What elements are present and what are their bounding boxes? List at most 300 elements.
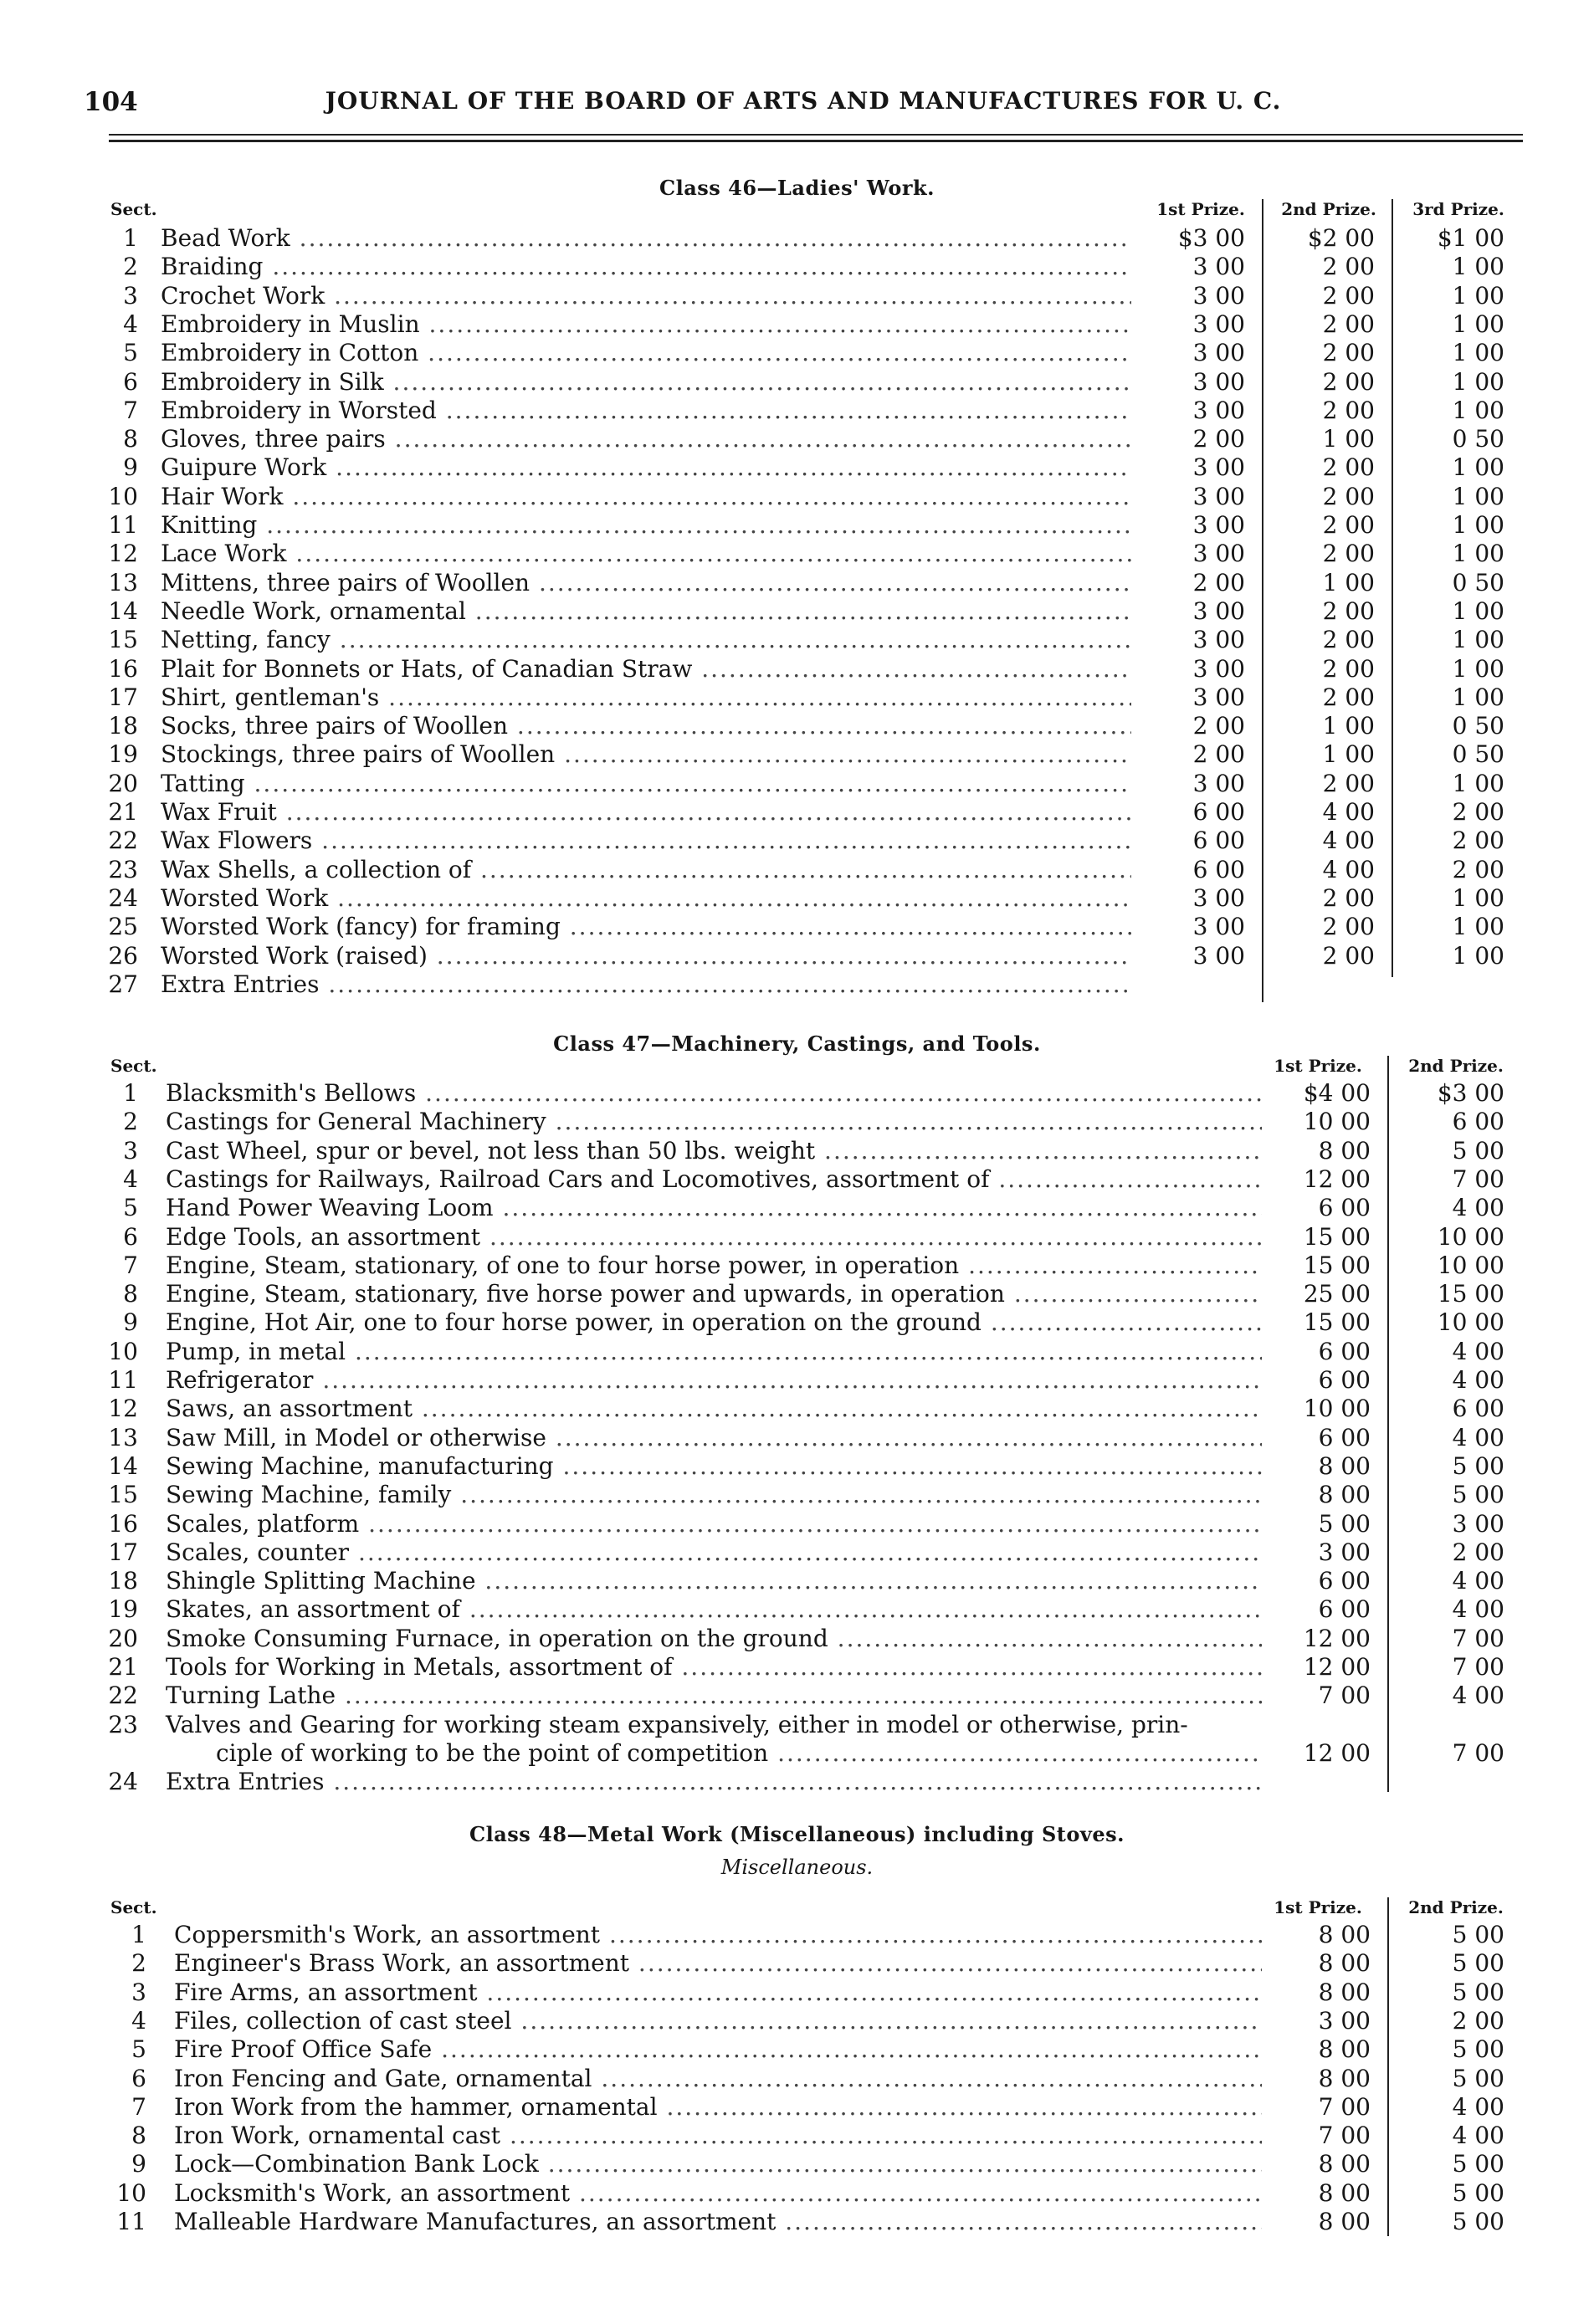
prize-value: 25 00 [1303,1280,1371,1308]
prize-value: 15 00 [1303,1308,1371,1337]
item-label-text: Smoke Consuming Furnace, in operation on the ground [166,1624,828,1652]
item-label [161,798,1131,827]
item-label-text: Wax Fruit [161,798,277,826]
table-row [0,1682,1594,1710]
item-label-text: Fire Arms, an assortment [174,1978,478,2006]
item-label-text: Worsted Work [161,883,329,912]
prize-value: 1 00 [1322,425,1375,453]
prize-value: 2 00 [1322,396,1375,424]
section-number: 7 [123,1251,138,1279]
item-label [174,2007,1262,2035]
prize-value: 2 00 [1322,453,1375,482]
item-label-text: Files, collection of cast steel [174,2006,512,2035]
item-label [166,1079,1262,1108]
prize-value: 5 00 [1452,2035,1504,2064]
prize-value: 6 00 [1452,1108,1504,1136]
prize-value: 0 50 [1452,712,1504,740]
table-row [0,856,1594,884]
class46-col3-head: 3rd Prize. [1412,199,1504,219]
prize-value: 7 00 [1318,2092,1371,2121]
table-row [0,1165,1594,1194]
item-label-text: Malleable Hardware Manufactures, an assortment [174,2208,776,2235]
prize-value: 3 00 [1192,540,1245,568]
prize-value: 5 00 [1452,2064,1504,2092]
prize-value: 6 00 [1192,827,1245,855]
item-label-text: Iron Fencing and Gate, ornamental [174,2064,592,2092]
prize-value: 7 00 [1452,1165,1504,1193]
section-number: 3 [123,281,138,310]
item-label [161,712,1131,740]
item-label [166,1194,1262,1222]
table-row [0,942,1594,970]
table-row [0,970,1594,999]
prize-value: 1 00 [1452,769,1504,797]
prize-value: 6 00 [1318,1366,1371,1394]
prize-value: 8 00 [1318,1481,1371,1509]
prize-value: 3 00 [1192,883,1245,912]
table-row [0,798,1594,827]
section-number: 5 [123,1194,138,1222]
section-number: 22 [108,827,138,855]
running-title: JOURNAL OF THE BOARD OF ARTS AND MANUFACTURES FOR U. C. [325,87,1282,115]
prize-value: 5 00 [1452,1451,1504,1480]
item-label-text: Saws, an assortment [166,1395,413,1423]
item-label [161,683,1131,712]
class46-col2-head: 2nd Prize. [1281,199,1376,219]
prize-value: 2 00 [1452,2006,1504,2035]
item-label [174,1921,1262,1949]
prize-value: 2 00 [1452,827,1504,855]
item-label-text: Engineer's Brass Work, an assortment [174,1949,630,1978]
prize-value: 2 00 [1322,253,1375,281]
item-label [174,1949,1262,1978]
table-row [0,626,1594,654]
section-number: 23 [108,1710,138,1738]
prize-value: 1 00 [1322,740,1375,769]
prize-value: 12 00 [1303,1165,1371,1193]
prize-value: 3 00 [1192,913,1245,941]
prize-value: 12 00 [1303,1653,1371,1681]
prize-value: 2 00 [1322,626,1375,654]
section-number: 15 [108,626,138,654]
item-label [161,856,1131,884]
section-number: 4 [131,2006,146,2035]
class47-col1-head: 1st Prize. [1274,1056,1362,1076]
item-label-text: Stockings, three pairs of Woollen [161,740,556,769]
item-label-text: Wax Shells, a collection of [161,855,472,883]
section-number: 11 [116,2208,146,2235]
prize-value: 2 00 [1322,596,1375,625]
prize-value: 7 00 [1318,2122,1371,2150]
prize-value: 2 00 [1192,712,1245,740]
table-row [0,1510,1594,1538]
prize-value: 8 00 [1318,1978,1371,2006]
section-number: 20 [108,769,138,797]
prize-value: 6 00 [1452,1395,1504,1423]
prize-value: 2 00 [1322,913,1375,941]
prize-value: 12 00 [1303,1624,1371,1652]
item-label [161,253,1131,281]
prize-value: $2 00 [1307,224,1375,252]
prize-value: 8 00 [1318,2150,1371,2178]
table-row [0,540,1594,568]
class47-col2-head: 2nd Prize. [1408,1056,1504,1076]
prize-value: 6 00 [1318,1423,1371,1451]
prize-value: 8 00 [1318,1136,1371,1165]
table-row [0,1424,1594,1452]
prize-value: 4 00 [1452,1423,1504,1451]
class48-col1-head: 1st Prize. [1274,1897,1362,1917]
table-row [0,655,1594,683]
prize-value: 1 00 [1452,913,1504,941]
prize-value: 8 00 [1318,2035,1371,2064]
item-label-text: Refrigerator [166,1366,314,1394]
item-label-text: Locksmith's Work, an assortment [174,2178,571,2207]
prize-value: 5 00 [1452,2178,1504,2207]
item-label [161,655,1131,683]
section-number: 24 [108,1768,138,1796]
table-row [0,1625,1594,1653]
table-row [0,1538,1594,1567]
item-label-text: Castings for General Machinery [166,1108,546,1136]
prize-value: $1 00 [1437,224,1504,252]
table-row [0,1567,1594,1595]
item-label [161,540,1131,568]
prize-value: 6 00 [1192,855,1245,883]
section-number: 2 [123,1108,138,1136]
section-number: 24 [108,883,138,912]
header-rule-double [109,140,1523,142]
class48-subtitle: Miscellaneous. [720,1856,874,1879]
section-number: 16 [108,654,138,683]
prize-value: 5 00 [1452,2150,1504,2178]
prize-value: 6 00 [1318,1567,1371,1595]
item-label [166,1595,1262,1624]
prize-value: 4 00 [1322,827,1375,855]
prize-value: 2 00 [1452,798,1504,826]
table-row [0,597,1594,626]
item-label [166,1510,1262,1538]
prize-value: 1 00 [1322,712,1375,740]
item-label [161,626,1131,654]
item-label-continuation-text: ciple of working to be the point of competition [216,1738,769,1767]
table-row [0,2179,1594,2208]
table-row [0,339,1594,367]
section-number: 14 [108,596,138,625]
prize-value: 6 00 [1318,1595,1371,1624]
item-label [161,913,1131,941]
item-label-text: Saw Mill, in Model or otherwise [166,1423,546,1451]
section-number: 4 [123,1165,138,1193]
prize-value: 0 50 [1452,425,1504,453]
section-number: 7 [131,2092,146,2121]
item-label-text: Gloves, three pairs [161,425,386,453]
prize-value: 10 00 [1303,1108,1371,1136]
item-label [161,770,1131,798]
prize-value: 3 00 [1192,310,1245,338]
prize-value: 5 00 [1452,2208,1504,2235]
table-row [0,1452,1594,1481]
section-number: 1 [123,1079,138,1107]
item-label [161,339,1131,367]
section-number: 3 [131,1978,146,2006]
table-row [0,1308,1594,1337]
class46-title: Class 46—Ladies' Work. [659,176,935,200]
item-label [166,1567,1262,1595]
prize-value: 5 00 [1452,1481,1504,1509]
prize-value: 3 00 [1192,482,1245,510]
prize-value: 1 00 [1452,941,1504,970]
table-row [0,397,1594,425]
item-label-text: Engine, Hot Air, one to four horse power, in operation on the ground [166,1308,982,1337]
prize-value: 1 00 [1452,654,1504,683]
section-number: 23 [108,855,138,883]
header-rule [109,134,1523,136]
section-number: 4 [123,310,138,338]
prize-value: 7 00 [1318,1682,1371,1710]
prize-value: 0 50 [1452,740,1504,769]
table-row [0,1137,1594,1165]
section-number: 25 [108,913,138,941]
prize-value: 2 00 [1322,540,1375,568]
section-number: 10 [108,1337,138,1365]
prize-value: 4 00 [1452,1567,1504,1595]
item-label [161,397,1131,425]
table-row [0,282,1594,310]
prize-value: 1 00 [1452,367,1504,396]
prize-value: 2 00 [1322,511,1375,539]
prize-value: 5 00 [1452,1978,1504,2006]
section-number: 11 [108,1366,138,1394]
item-label-text: Extra Entries [166,1768,325,1796]
item-label-text: Extra Entries [161,970,320,998]
section-number: 17 [108,683,138,711]
item-label-text: Braiding [161,253,264,281]
item-label [174,2150,1262,2178]
item-label [166,1424,1262,1452]
prize-value: 1 00 [1452,310,1504,338]
table-row-continuation [0,1739,1594,1768]
prize-value: 3 00 [1192,281,1245,310]
item-label-text: Embroidery in Muslin [161,310,420,338]
item-label [161,597,1131,626]
item-label [166,1481,1262,1509]
prize-value: 2 00 [1322,654,1375,683]
prize-value: 1 00 [1452,683,1504,711]
prize-value: 1 00 [1452,396,1504,424]
section-number: 1 [123,224,138,252]
item-label-text: Edge Tools, an assortment [166,1222,481,1251]
class46-sect-label: Sect. [110,199,157,219]
item-label-text: Turning Lathe [166,1682,336,1710]
section-number: 16 [108,1509,138,1538]
item-label-text: Mittens, three pairs of Woollen [161,568,530,596]
prize-value: 6 00 [1318,1194,1371,1222]
item-label-text: Guipure Work [161,453,327,482]
item-label-text: Fire Proof Office Safe [174,2035,433,2064]
table-row [0,569,1594,597]
table-row [0,1252,1594,1280]
item-label [174,2093,1262,2122]
prize-value: 10 00 [1303,1395,1371,1423]
section-number: 7 [123,396,138,424]
item-label-text: Tools for Working in Metals, assortment of [166,1653,673,1681]
section-number: 21 [108,798,138,826]
section-number: 5 [123,339,138,367]
prize-value: 2 00 [1452,1538,1504,1566]
prize-value: 1 00 [1452,596,1504,625]
section-number: 12 [108,1395,138,1423]
prize-value: 3 00 [1192,683,1245,711]
section-number: 20 [108,1624,138,1652]
prize-value: 1 00 [1452,281,1504,310]
table-row [0,1079,1594,1108]
prize-value: 3 00 [1318,2006,1371,2035]
table-row [0,511,1594,540]
table-row [0,740,1594,769]
prize-value: 1 00 [1452,540,1504,568]
page-header [84,87,1523,129]
table-row [0,253,1594,281]
prize-value: 8 00 [1318,2178,1371,2207]
prize-value: 5 00 [1318,1509,1371,1538]
section-number: 11 [108,511,138,539]
prize-value: $3 00 [1177,224,1245,252]
section-number: 22 [108,1682,138,1710]
item-label [161,425,1131,453]
item-label [161,569,1131,597]
prize-value: 4 00 [1452,1595,1504,1624]
table-row [0,2122,1594,2150]
prize-value: 3 00 [1192,339,1245,367]
prize-value: 1 00 [1452,339,1504,367]
item-label-text: Castings for Railways, Railroad Cars and Locomotives, assortment of [166,1165,990,1193]
prize-value: 5 00 [1452,1949,1504,1978]
prize-value: 1 00 [1452,883,1504,912]
item-label [161,970,1131,999]
section-number: 5 [131,2035,146,2064]
table-row [0,224,1594,253]
item-label [161,282,1131,310]
item-label [174,1978,1262,2007]
item-label-text: Embroidery in Silk [161,367,384,396]
prize-value: $4 00 [1303,1079,1371,1107]
table-row [0,1338,1594,1366]
prize-value: 2 00 [1192,425,1245,453]
table-row [0,2035,1594,2064]
prize-value: 10 00 [1437,1251,1504,1279]
item-label [166,1625,1262,1653]
section-number: 14 [108,1451,138,1480]
item-label-text: Lock—Combination Bank Lock [174,2150,539,2178]
prize-value: 2 00 [1322,339,1375,367]
item-label [166,1768,1262,1796]
page-number: 104 [84,87,138,117]
section-number: 8 [123,425,138,453]
section-number: 10 [108,482,138,510]
table-row [0,683,1594,712]
item-label-text: Sewing Machine, family [166,1481,452,1509]
item-label [174,2065,1262,2093]
item-label-text: Embroidery in Worsted [161,396,437,424]
item-label-text: Tatting [161,769,245,797]
prize-value: 4 00 [1452,1337,1504,1365]
item-label [166,1366,1262,1395]
prize-value: 8 00 [1318,2208,1371,2235]
item-label [166,1338,1262,1366]
prize-value: 6 00 [1318,1337,1371,1365]
class47-title: Class 47—Machinery, Castings, and Tools. [553,1031,1041,1056]
item-label-text: Pump, in metal [166,1337,346,1365]
table-row [0,2208,1594,2236]
prize-value: 2 00 [1322,941,1375,970]
item-label-text: Iron Work from the hammer, ornamental [174,2092,658,2121]
prize-value: 2 00 [1322,769,1375,797]
item-label [161,827,1131,855]
prize-value: 4 00 [1452,1682,1504,1710]
item-label [161,310,1131,339]
section-number: 2 [123,253,138,281]
item-label-text: Sewing Machine, manufacturing [166,1451,554,1480]
class48-sect-label: Sect. [110,1897,157,1917]
prize-value: 3 00 [1192,453,1245,482]
section-number: 10 [116,2178,146,2207]
table-row [0,1949,1594,1978]
section-number: 8 [123,1280,138,1308]
item-label [174,2179,1262,2208]
item-label [174,2035,1262,2064]
table-row [0,310,1594,339]
table-row [0,1280,1594,1308]
table-row [0,1223,1594,1252]
section-number: 2 [131,1949,146,1978]
section-number: 21 [108,1653,138,1681]
prize-value: 15 00 [1303,1251,1371,1279]
table-row [0,2065,1594,2093]
item-label-text: Skates, an assortment of [166,1595,460,1624]
item-label [166,1711,1262,1739]
item-label [161,453,1131,482]
prize-value: 3 00 [1192,396,1245,424]
item-label [166,1395,1262,1423]
item-label-text: Plait for Bonnets or Hats, of Canadian Straw [161,654,693,683]
item-label [161,224,1131,253]
class48-title: Class 48—Metal Work (Miscellaneous) including Stoves. [469,1822,1125,1846]
section-number: 19 [108,1595,138,1624]
item-label [161,740,1131,769]
prize-value: 3 00 [1192,253,1245,281]
section-number: 18 [108,712,138,740]
class48-col2-head: 2nd Prize. [1408,1897,1504,1917]
item-label [166,1653,1262,1682]
prize-value: 2 00 [1322,310,1375,338]
item-label [166,1682,1262,1710]
section-number: 9 [123,1308,138,1337]
item-label [166,1108,1262,1136]
prize-value: 3 00 [1192,626,1245,654]
item-label [161,368,1131,397]
table-row [0,453,1594,482]
prize-value: 7 00 [1452,1624,1504,1652]
item-label-text: Engine, Steam, stationary, five horse power and upwards, in operation [166,1280,1005,1308]
item-label-text: Coppersmith's Work, an assortment [174,1921,601,1948]
section-number: 27 [108,970,138,998]
item-label [166,1223,1262,1252]
item-label-text: Cast Wheel, spur or bevel, not less than 50 lbs. weight [166,1136,816,1165]
table-row [0,1921,1594,1949]
item-label-text: Engine, Steam, stationary, of one to four horse power, in operation [166,1251,960,1279]
section-number: 15 [108,1481,138,1509]
